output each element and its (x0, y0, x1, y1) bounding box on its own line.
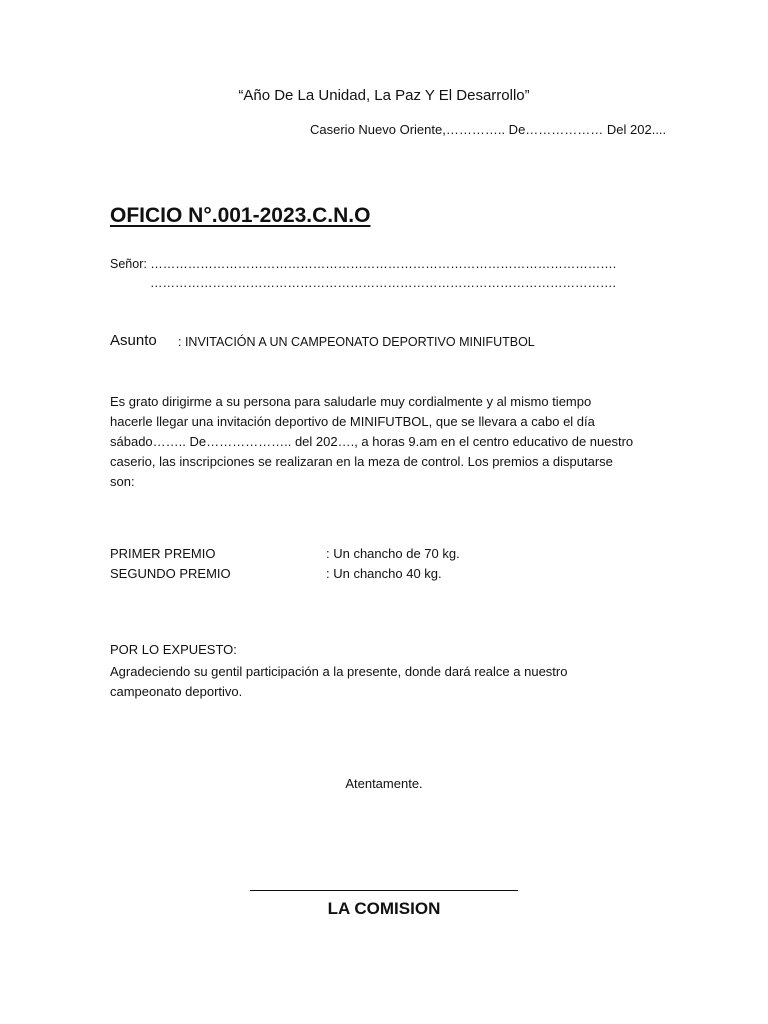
document-motto: “Año De La Unidad, La Paz Y El Desarrollo” (238, 87, 530, 104)
closing-line: Agradeciendo su gentil participación a la presente, donde dará realce a nuestro (110, 664, 568, 679)
body-paragraph (110, 392, 670, 492)
body-line: caserio, las inscripciones se realizaran en la meza de control. Los premios a disputarse (110, 454, 613, 469)
body-line: hacerle llegar una invitación deportivo de MINIFUTBOL, que se llevara a cabo el día (110, 414, 595, 429)
prize-first-value: : Un chancho de 70 kg. (326, 546, 460, 561)
recipient-line-1: Señor: …………………………………………………………………………………………………. (110, 257, 617, 271)
recipient-line-2: …………………………………………………………………………………………………. (150, 276, 616, 290)
subject-value: : INVITACIÓN A UN CAMPEONATO DEPORTIVO MINIFUTBOL (178, 335, 535, 349)
signature-line (250, 890, 518, 891)
place-date-line: Caserio Nuevo Oriente,………….. De……………… Del 202.... (310, 122, 667, 137)
subject-label: Asunto (110, 332, 157, 349)
closing-paragraph (110, 662, 567, 702)
prize-second-name: SEGUNDO PREMIO (110, 566, 231, 581)
body-line: sábado…….. De……………….. del 202…., a horas 9.am en el centro educativo de nuestro (110, 434, 634, 449)
farewell: Atentamente. (345, 776, 423, 791)
closing-heading: POR LO EXPUESTO: (110, 642, 237, 657)
body-line: son: (110, 474, 135, 489)
prize-second-value: : Un chancho 40 kg. (326, 566, 442, 581)
closing-line: campeonato deportivo. (110, 684, 243, 699)
oficio-title: OFICIO N°.001-2023.C.N.O (110, 204, 371, 227)
signature-name: LA COMISION (327, 899, 441, 918)
prize-first-name: PRIMER PREMIO (110, 546, 216, 561)
body-line: Es grato dirigirme a su persona para saludarle muy cordialmente y al mismo tiempo (110, 394, 592, 409)
